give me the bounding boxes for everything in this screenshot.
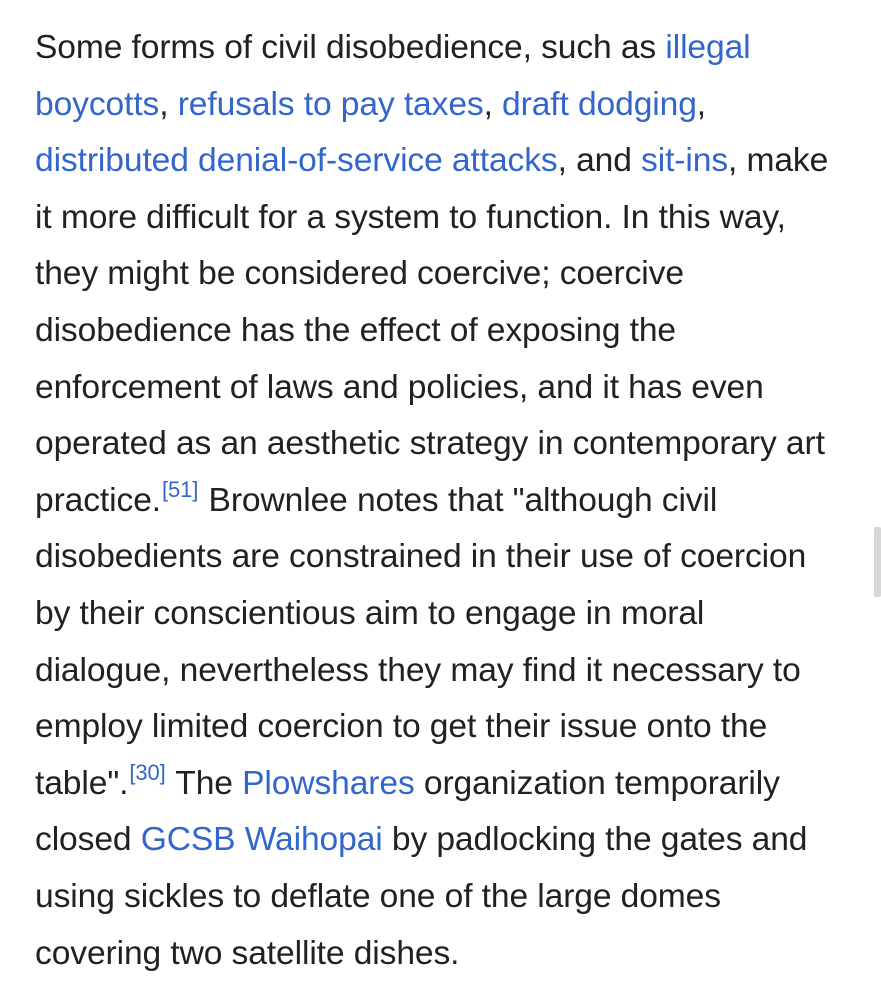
link-plowshares[interactable]: Plowshares bbox=[242, 764, 415, 802]
citation-ref-30[interactable]: [30] bbox=[129, 759, 166, 785]
scroll-indicator[interactable] bbox=[874, 527, 881, 597]
link-sit-ins[interactable]: sit-ins bbox=[641, 142, 729, 180]
paragraph-text: , make it more difficult for a system to function. In this way, they might be considered coercive; coercive disobedience has the effect of exposing the enforcement of laws and policies, and it has even operated as an aesthetic strategy in contemporary art practice. bbox=[35, 142, 829, 519]
paragraph-text: , bbox=[696, 85, 707, 123]
paragraph-text: organization temporarily closed bbox=[35, 764, 780, 859]
citation-ref-51[interactable]: [51] bbox=[162, 476, 199, 502]
paragraph-text: The bbox=[166, 764, 243, 802]
paragraph-text: , bbox=[159, 85, 178, 123]
article-body bbox=[35, 20, 847, 982]
link-distributed-denial-of-service-attacks[interactable]: distributed denial-of-service attacks bbox=[35, 142, 558, 180]
paragraph-text: , and bbox=[557, 142, 642, 180]
link-refusals-to-pay-taxes[interactable]: refusals to pay taxes bbox=[177, 85, 484, 123]
paragraph-text: by padlocking the gates and using sickles to deflate one of the large domes covering two satellite dishes. bbox=[35, 821, 808, 972]
link-gcsb-waihopai[interactable]: GCSB Waihopai bbox=[140, 821, 383, 859]
link-draft-dodging[interactable]: draft dodging bbox=[502, 85, 697, 123]
paragraph-text: , bbox=[483, 85, 503, 123]
link-illegal-boycotts[interactable]: illegal boycotts bbox=[35, 29, 751, 123]
paragraph-civil-disobedience-coercion bbox=[35, 20, 847, 982]
paragraph-text: Brownlee notes that "although civil disobedients are constrained in their use of coercion by their conscientious aim to engage in moral dialogue, nevertheless they may find it necessary to employ limited coercion to get their issue onto the table". bbox=[35, 481, 807, 802]
paragraph-text: Some forms of civil disobedience, such as bbox=[35, 29, 666, 66]
